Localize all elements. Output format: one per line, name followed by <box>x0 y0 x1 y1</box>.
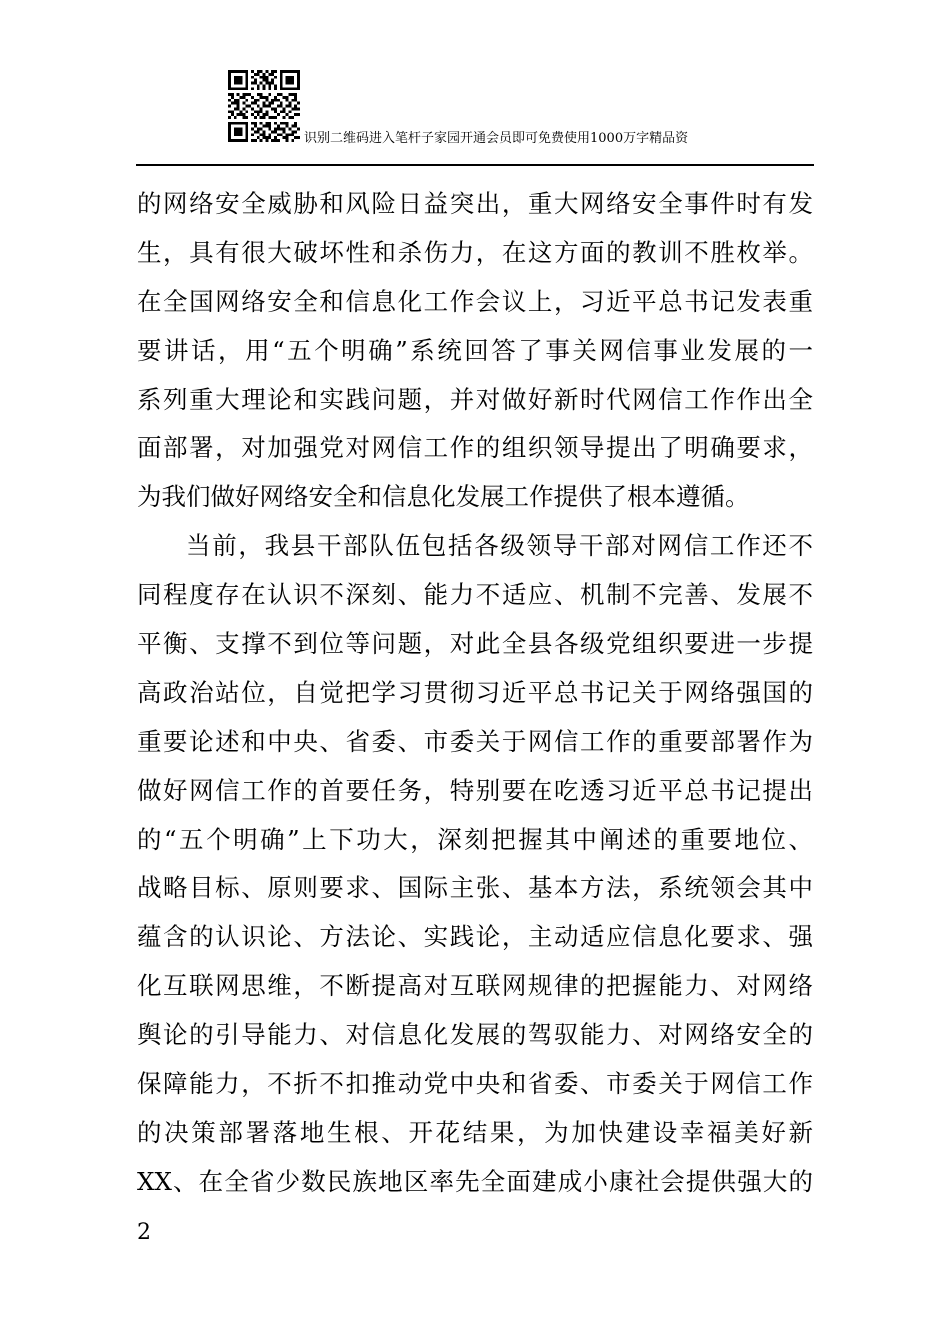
header-note: 识别二维码进入笔杆子家园开通会员即可免费使用1000万字精品资 <box>304 131 689 146</box>
body-line: 的网络安全威胁和风险日益突出，重大网络安全事件时有发 <box>137 189 813 218</box>
body-line: 为我们做好网络安全和信息化发展工作提供了根本遵循。 <box>137 482 750 512</box>
page-number: 2 <box>137 1220 151 1245</box>
body-line: 重要论述和中央、省委、市委关于网信工作的重要部署作为 <box>137 726 813 756</box>
body-line: 战略目标、原则要求、国际主张、基本方法，系统领会其中 <box>137 873 813 903</box>
body-line: 的“五个明确”上下功大，深刻把握其中阐述的重要地位、 <box>137 824 813 854</box>
body-line: 高政治站位，自觉把学习贯彻习近平总书记关于网络强国的 <box>137 677 813 707</box>
body-line: 舆论的引导能力、对信息化发展的驾驭能力、对网络安全的 <box>137 1020 813 1050</box>
body-line: 在全国网络安全和信息化工作会议上，习近平总书记发表重 <box>137 286 813 316</box>
body-text <box>137 180 813 1207</box>
body-line: 要讲话，用“五个明确”系统回答了事关网信事业发展的一 <box>137 335 813 365</box>
body-line: 蕴含的认识论、方法论、实践论，主动适应信息化要求、强 <box>137 922 813 952</box>
body-line: 同程度存在认识不深刻、能力不适应、机制不完善、发展不 <box>137 580 813 610</box>
body-line: 的决策部署落地生根、开花结果，为加快建设幸福美好新 <box>137 1117 813 1147</box>
body-line: 面部署，对加强党对网信工作的组织领导提出了明确要求， <box>137 433 813 463</box>
body-line: 当前，我县干部队伍包括各级领导干部对网信工作还不 <box>186 531 813 561</box>
body-line: 平衡、支撑不到位等问题，对此全县各级党组织要进一步提 <box>137 629 813 659</box>
body-line: 做好网信工作的首要任务，特别要在吃透习近平总书记提出 <box>137 775 813 805</box>
body-line: XX、在全省少数民族地区率先全面建成小康社会提供强大的 <box>137 1166 813 1196</box>
body-line: 系列重大理论和实践问题，并对做好新时代网信工作作出全 <box>137 384 813 414</box>
body-line: 保障能力，不折不扣推动党中央和省委、市委关于网信工作 <box>137 1069 813 1099</box>
body-line: 生，具有很大破坏性和杀伤力，在这方面的教训不胜枚举。 <box>137 237 813 267</box>
body-line: 化互联网思维，不断提高对互联网规律的把握能力、对网络 <box>137 971 813 1001</box>
header-divider <box>136 164 814 166</box>
qr-code-icon <box>228 70 300 142</box>
